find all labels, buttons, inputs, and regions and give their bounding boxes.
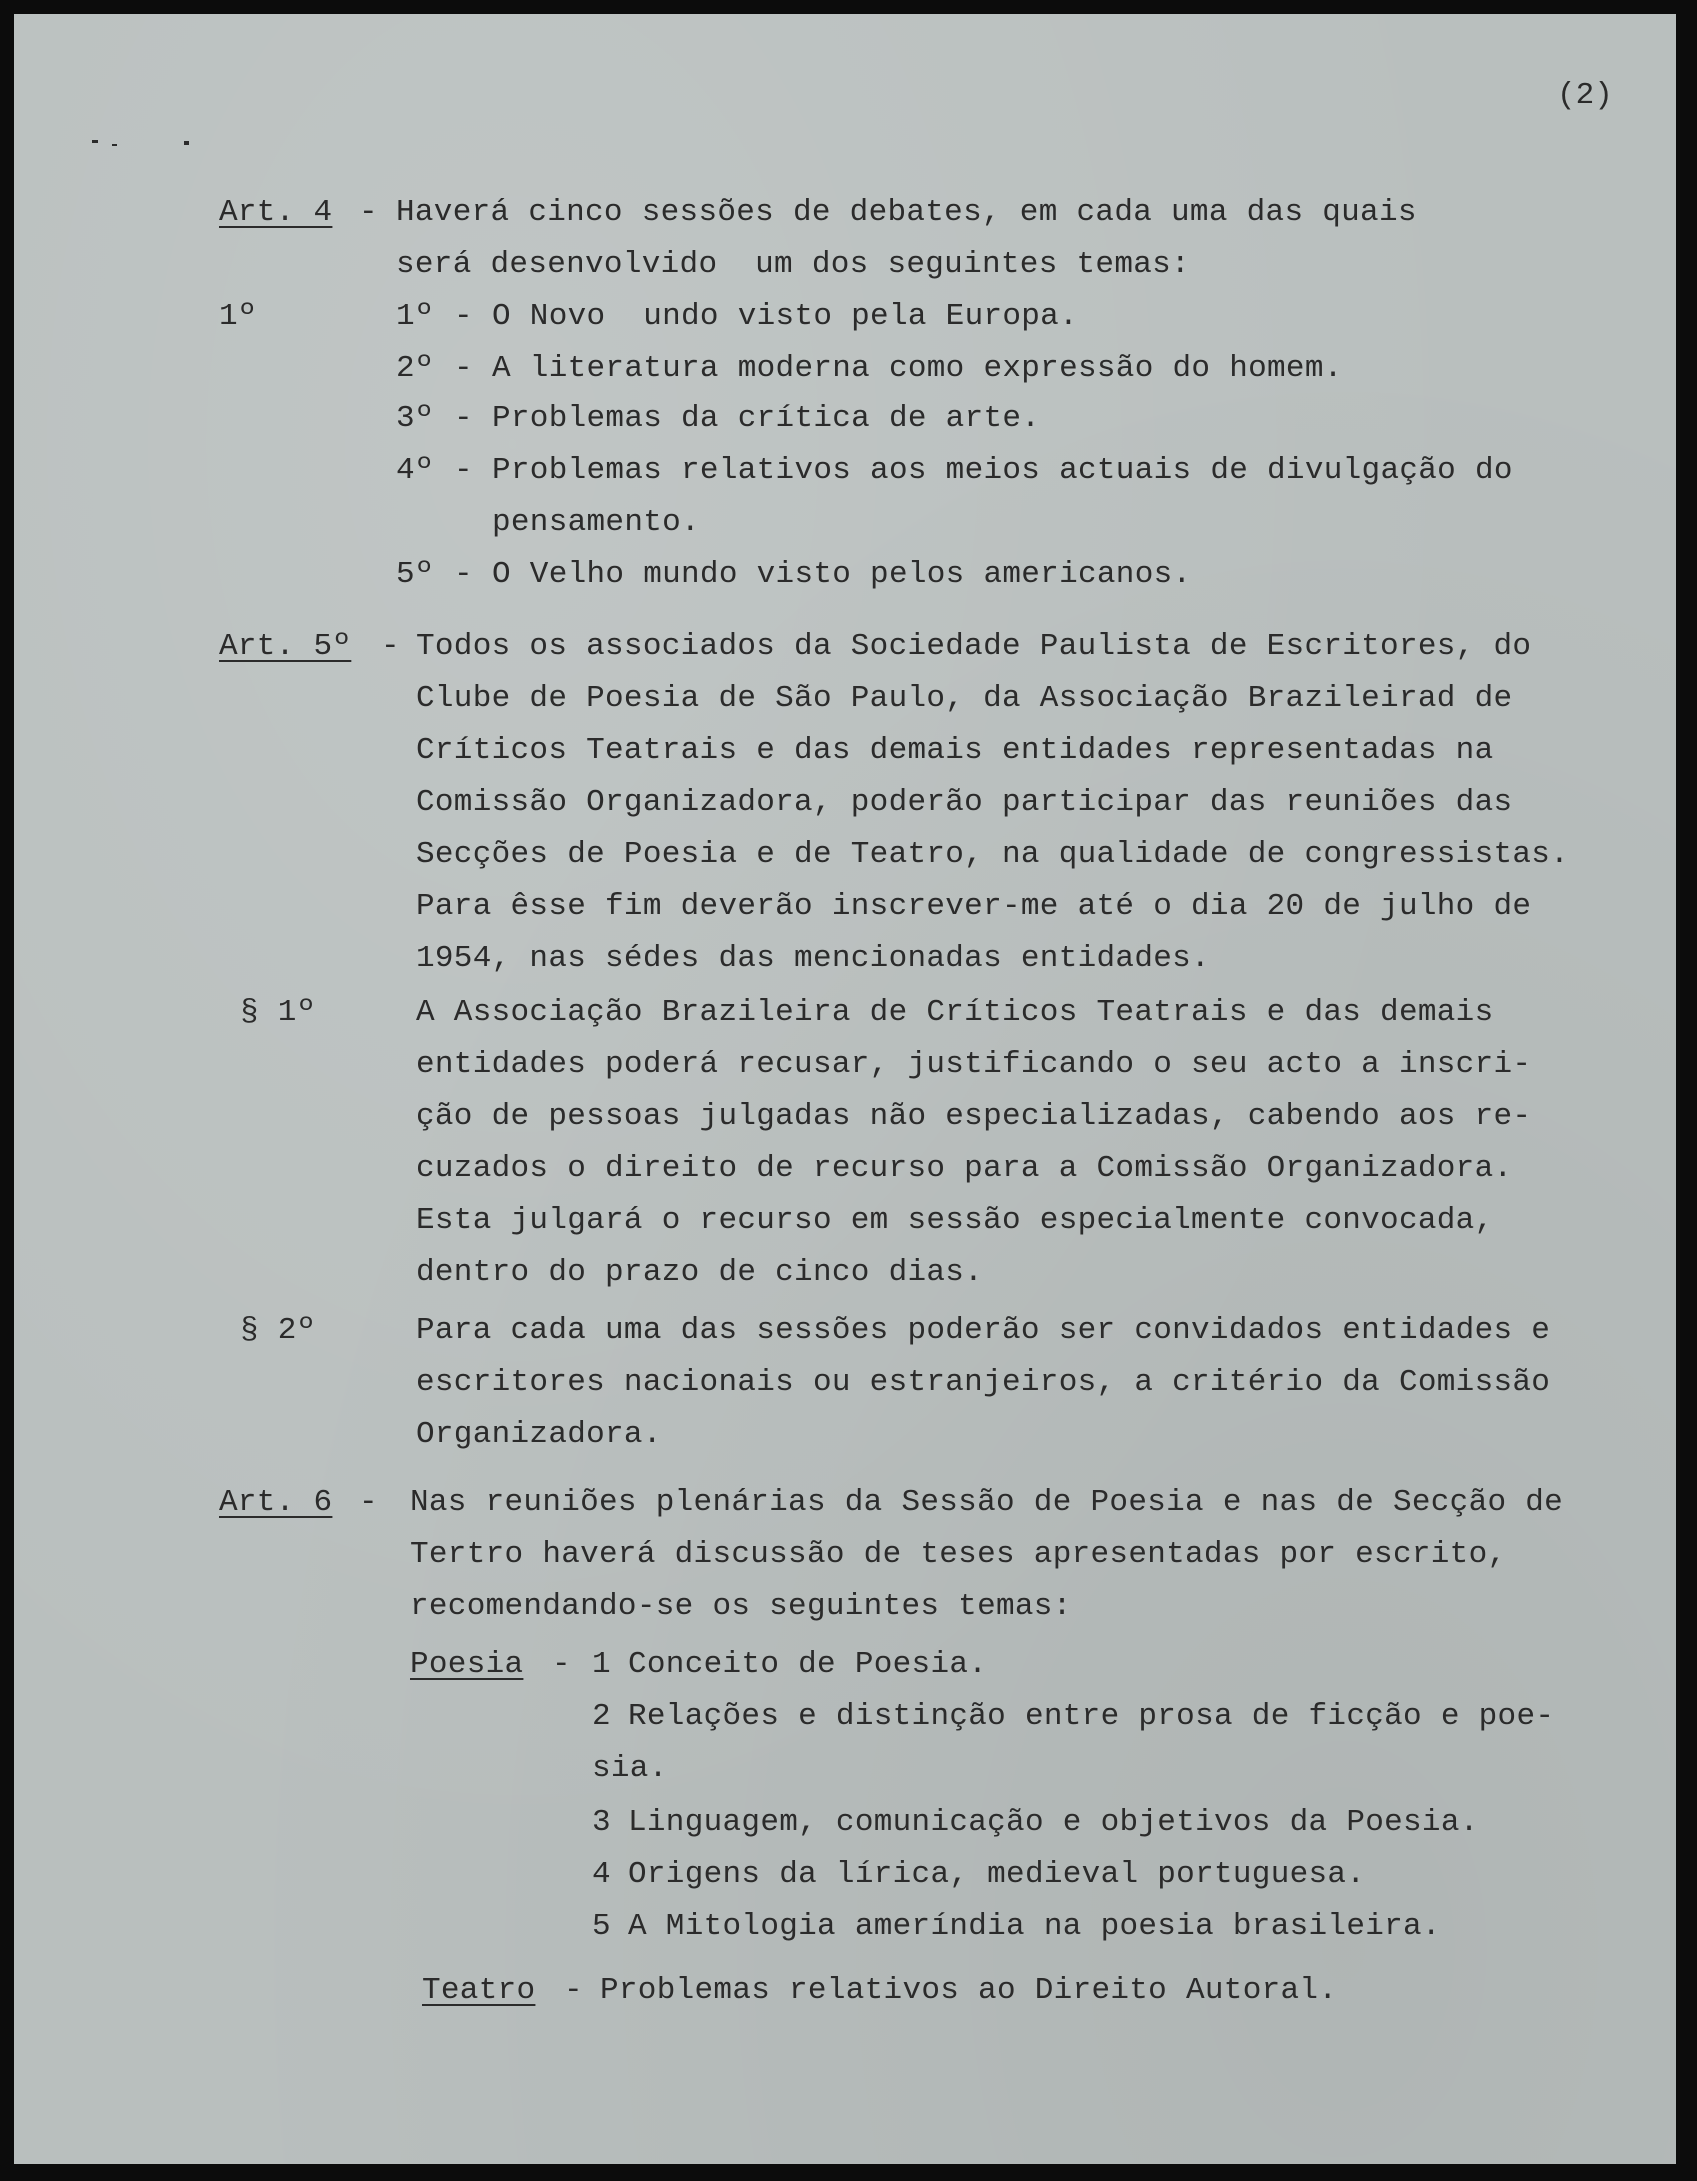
art4-item-dash: -	[454, 299, 473, 334]
poesia-item-num: 1	[592, 1647, 611, 1682]
art4-text-line: Haverá cinco sessões de debates, em cada uma das quais	[396, 195, 1417, 230]
ink-speck	[184, 141, 189, 145]
ink-speck	[92, 140, 98, 143]
art5-paragraph2-line: Organizadora.	[416, 1417, 662, 1452]
art5-paragraph1-line: cuzados o direito de recurso para a Comissão Organizadora.	[416, 1151, 1513, 1186]
art4-text-line: será desenvolvido um dos seguintes temas:	[396, 247, 1190, 282]
art5-text-line: 1954, nas sédes das mencionadas entidades.	[416, 941, 1210, 976]
poesia-item-text: A Mitologia ameríndia na poesia brasileira.	[628, 1909, 1441, 1944]
art4-item-text: pensamento.	[492, 505, 700, 540]
art4-item-text: A literatura moderna como expressão do homem.	[492, 351, 1343, 386]
page-number: (2)	[1557, 78, 1613, 113]
art5-text-line: Críticos Teatrais e das demais entidades representadas na	[416, 733, 1494, 768]
art4-item-num: 4º	[396, 453, 434, 488]
poesia-item-text: sia.	[592, 1751, 668, 1786]
art5-paragraph2-line: escritores nacionais ou estranjeiros, a critério da Comissão	[416, 1365, 1551, 1400]
art4-item-num: 3º	[396, 401, 434, 436]
art5-paragraph2-line: Para cada uma das sessões poderão ser convidados entidades e	[416, 1313, 1551, 1348]
poesia-item-text: Origens da lírica, medieval portuguesa.	[628, 1857, 1366, 1892]
ink-speck	[112, 144, 117, 146]
art6-dash: -	[359, 1485, 378, 1520]
art5-text-line: Clube de Poesia de São Paulo, da Associação Brazileirad de	[416, 681, 1513, 716]
art4-item-text: O Velho mundo visto pelos americanos.	[492, 557, 1192, 592]
art5-text-line: Para êsse fim deverão inscrever-me até o dia 20 de julho de	[416, 889, 1532, 924]
art5-text-line: Secções de Poesia e de Teatro, na qualidade de congressistas.	[416, 837, 1570, 872]
art5-paragraph1-label: § 1º	[240, 995, 316, 1030]
art4-margin-note: 1º	[219, 299, 257, 334]
art5-text-line: Comissão Organizadora, poderão participar das reuniões das	[416, 785, 1513, 820]
art5-paragraph1-line: Esta julgará o recurso em sessão especialmente convocada,	[416, 1203, 1494, 1238]
art5-label: Art. 5º	[219, 629, 352, 664]
art4-label: Art. 4	[219, 195, 333, 230]
typed-document-page	[14, 14, 1676, 2164]
art4-item-dash: -	[454, 401, 473, 436]
art6-label: Art. 6	[219, 1485, 333, 1520]
art4-item-text: Problemas relativos aos meios actuais de divulgação do	[492, 453, 1513, 488]
poesia-dash: -	[552, 1647, 571, 1682]
art4-item-text: Problemas da crítica de arte.	[492, 401, 1041, 436]
art4-item-dash: -	[454, 351, 473, 386]
art5-paragraph1-line: A Associação Brazileira de Críticos Teatrais e das demais	[416, 995, 1494, 1030]
art5-paragraph1-line: entidades poderá recusar, justificando o seu acto a inscri-	[416, 1047, 1532, 1082]
poesia-item-num: 4	[592, 1857, 611, 1892]
art4-item-num: 5º	[396, 557, 434, 592]
teatro-dash: -	[564, 1973, 583, 2008]
art6-text-line: recomendando-se os seguintes temas:	[410, 1589, 1072, 1624]
art4-item-num: 1º	[396, 299, 434, 334]
teatro-label: Teatro	[422, 1973, 536, 2008]
poesia-label: Poesia	[410, 1647, 524, 1682]
art5-paragraph1-line: ção de pessoas julgadas não especializadas, cabendo aos re-	[416, 1099, 1532, 1134]
art4-item-text: O Novo undo visto pela Europa.	[492, 299, 1078, 334]
art4-item-num: 2º	[396, 351, 434, 386]
poesia-item-text: Conceito de Poesia.	[628, 1647, 988, 1682]
art5-dash: -	[381, 629, 400, 664]
art6-text-line: Nas reuniões plenárias da Sessão de Poesia e nas de Secção de	[410, 1485, 1564, 1520]
art5-paragraph2-label: § 2º	[240, 1313, 316, 1348]
art5-text-line: Todos os associados da Sociedade Paulista de Escritores, do	[416, 629, 1532, 664]
art6-text-line: Tertro haverá discussão de teses apresentadas por escrito,	[410, 1537, 1507, 1572]
poesia-item-num: 5	[592, 1909, 611, 1944]
art4-dash: -	[359, 195, 378, 230]
art4-item-dash: -	[454, 453, 473, 488]
poesia-item-text: Linguagem, comunicação e objetivos da Poesia.	[628, 1805, 1479, 1840]
poesia-item-text: Relações e distinção entre prosa de ficção e poe-	[628, 1699, 1555, 1734]
teatro-text: Problemas relativos ao Direito Autoral.	[600, 1973, 1338, 2008]
poesia-item-num: 2	[592, 1699, 611, 1734]
art5-paragraph1-line: dentro do prazo de cinco dias.	[416, 1255, 984, 1290]
poesia-item-num: 3	[592, 1805, 611, 1840]
art4-item-dash: -	[454, 557, 473, 592]
